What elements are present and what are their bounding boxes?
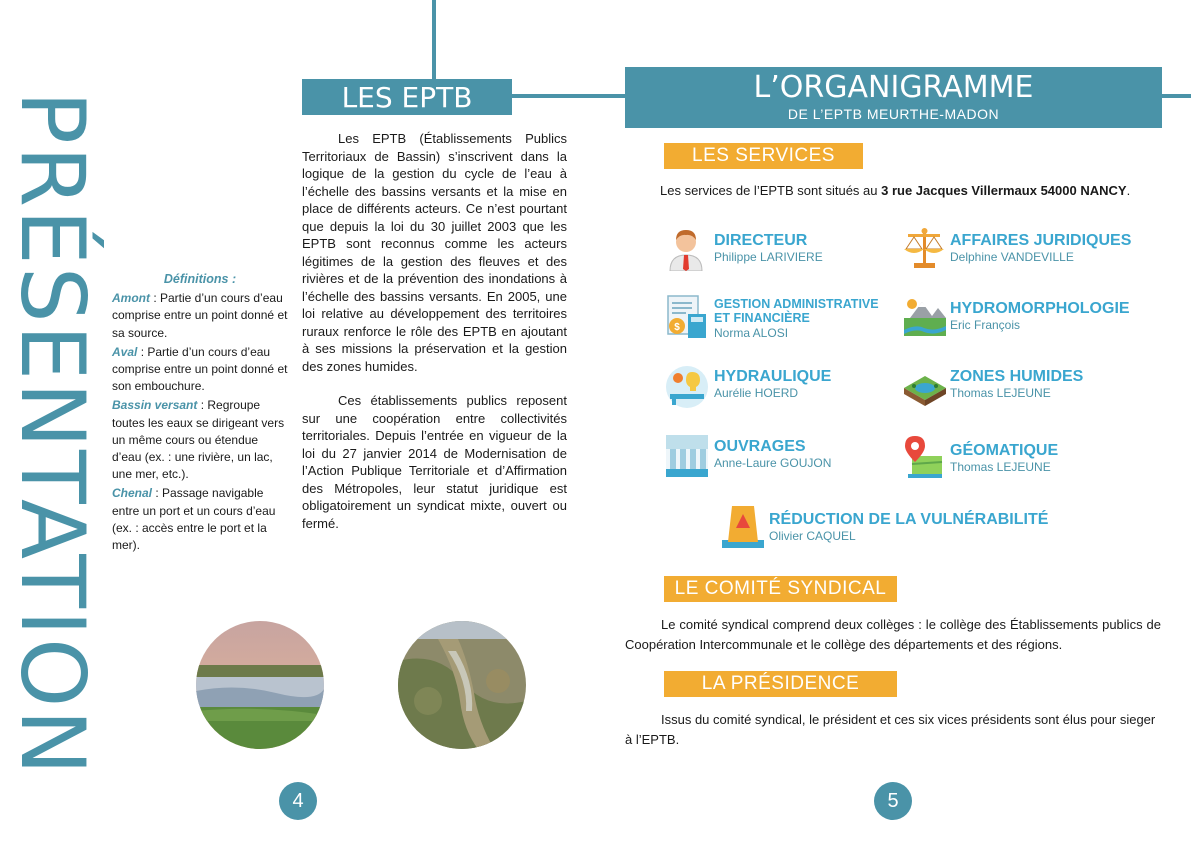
service-affaires-juridiques	[950, 232, 1131, 265]
org-subtitle: DE L’EPTB MEURTHE-MADON	[787, 106, 1000, 122]
org-title-banner	[625, 67, 1162, 128]
vertical-divider-line	[432, 0, 436, 80]
service-person: Norma ALOSI	[714, 326, 789, 340]
service-title: HYDROMORPHOLOGIE	[950, 300, 1130, 317]
services-heading: LES SERVICES	[664, 143, 863, 169]
definition-item	[112, 397, 288, 483]
definition-text: : Partie d’un cours d’eau comprise entre un point donné et sa source.	[112, 291, 288, 340]
definition-term: Aval	[112, 344, 138, 359]
svg-text:$: $	[674, 322, 680, 333]
service-title: GÉOMATIQUE	[950, 442, 1059, 459]
definition-item	[112, 290, 288, 342]
river-landscape-icon	[902, 294, 948, 345]
definition-item	[112, 485, 288, 554]
finance-icon	[664, 294, 710, 345]
definition-text: : Regroupe toutes les eaux se dirigeant vers un même cours ou étendue d’eau (ex. : une rivière, un lac, une mer, etc.).	[112, 398, 285, 482]
definition-text: : Passage navigable entre un port et un cours d’eau (ex. : accès entre le port et la mer).	[112, 486, 276, 553]
director-icon	[664, 225, 708, 276]
service-zones-humides	[950, 368, 1083, 401]
page-number-left: 4	[279, 782, 317, 820]
services-address: 3 rue Jacques Villermaux 54000 NANCY	[881, 183, 1127, 198]
service-person: Eric François	[950, 318, 1021, 332]
eptb-paragraph: Les EPTB (Établissements Publics Territoriaux de Bassin) s’inscrivent dans la logique de la gestion du cycle de l’eau à l’échelle des bassins versants et la mise en place de différents acteurs. Ce n’est pourtant que depuis la loi du 30 juillet 2003 que les EPTB sont reconnus comme les acteurs légitimes de la gestion des fleuves et des rivières et de la prévention des inondations à l’échelle des bassins versants. En 2005, une loi relative au développement des territoires ruraux renforce le rôle des EPTB en ajoutant à ses missions la préservation et la gestion des zones humides.	[302, 131, 567, 374]
map-pin-icon	[902, 434, 948, 485]
services-intro-end: .	[1126, 183, 1131, 198]
service-title: DIRECTEUR	[714, 232, 808, 249]
service-hydromorphologie	[950, 300, 1130, 333]
river-photo-circle	[196, 621, 324, 749]
service-person: Anne-Laure GOUJON	[714, 456, 832, 470]
dam-icon	[664, 433, 710, 484]
org-title: L’ORGANIGRAMME	[753, 70, 1034, 105]
wetland-icon	[902, 364, 948, 415]
definitions-title: Définitions :	[163, 272, 237, 286]
definition-text: : Partie d’un cours d’eau comprise entre un point donné et son embouchure.	[112, 344, 288, 394]
service-person: Aurélie HOERD	[714, 386, 799, 400]
scales-icon	[902, 225, 946, 276]
service-person: Philippe LARIVIERE	[714, 250, 823, 264]
eptb-body-text	[302, 130, 567, 532]
definition-term: Amont	[112, 291, 150, 306]
service-title: OUVRAGES	[714, 438, 806, 455]
service-person: Thomas LEJEUNE	[950, 460, 1051, 474]
service-title: HYDRAULIQUE	[714, 368, 832, 385]
service-title-line2: ET FINANCIÈRE	[714, 311, 810, 325]
eptb-heading-text: LES EPTB	[341, 81, 473, 114]
definition-term: Chenal	[112, 486, 153, 501]
services-intro	[660, 182, 1170, 200]
page-number-right: 5	[874, 782, 912, 820]
service-reduction-vulnerabilite	[769, 511, 1048, 544]
comite-text: Le comité syndical comprend deux collèges : le collège des Établissements publics de Coopération Intercommunale et le collège des départements et des régions.	[625, 617, 1161, 652]
service-title: AFFAIRES JURIDIQUES	[950, 232, 1132, 249]
service-title: ZONES HUMIDES	[950, 368, 1084, 385]
presidence-text: Issus du comité syndical, le président et ces six vices présidents sont élus pour sieger à l’EPTB.	[625, 712, 1156, 747]
warning-sign-icon	[720, 502, 766, 555]
vertical-page-title: PRÉSENTATION	[1, 90, 104, 778]
flood-aerial-photo-circle	[398, 621, 526, 749]
service-geomatique	[950, 442, 1058, 475]
definitions-box	[112, 271, 288, 554]
service-person: Delphine VANDEVILLE	[950, 250, 1074, 264]
service-title: RÉDUCTION DE LA VULNÉRABILITÉ	[769, 511, 1049, 528]
eptb-heading	[302, 79, 512, 115]
horizontal-connector-line-right	[1160, 94, 1191, 98]
presidence-heading: LA PRÉSIDENCE	[664, 671, 897, 697]
service-gestion-administrative	[714, 297, 879, 341]
services-intro-text: Les services de l’EPTB sont situés au	[660, 183, 882, 198]
definition-term: Bassin versant	[112, 398, 198, 413]
service-ouvrages	[714, 438, 831, 471]
service-directeur	[714, 232, 823, 265]
definition-item	[112, 344, 288, 396]
service-person: Thomas LEJEUNE	[950, 386, 1051, 400]
service-person: Olivier CAQUEL	[769, 529, 856, 543]
service-title-line1: GESTION ADMINISTRATIVE	[714, 297, 879, 311]
horizontal-connector-line	[512, 94, 626, 98]
hydraulic-icon	[664, 364, 710, 415]
eptb-paragraph: Ces établissements publics reposent sur une coopération entre collectivités territoriales. Depuis l’entrée en vigueur de la loi du 27 janvier 2014 de Modernisation de l’Action Publique Territoriale et d’Affirmation des Métropoles, leur statut juridique est obligatoirement un syndicat mixte, ouvert ou fermé.	[302, 393, 567, 531]
comite-heading: LE COMITÉ SYNDICAL	[664, 576, 897, 602]
service-hydraulique	[714, 368, 831, 401]
